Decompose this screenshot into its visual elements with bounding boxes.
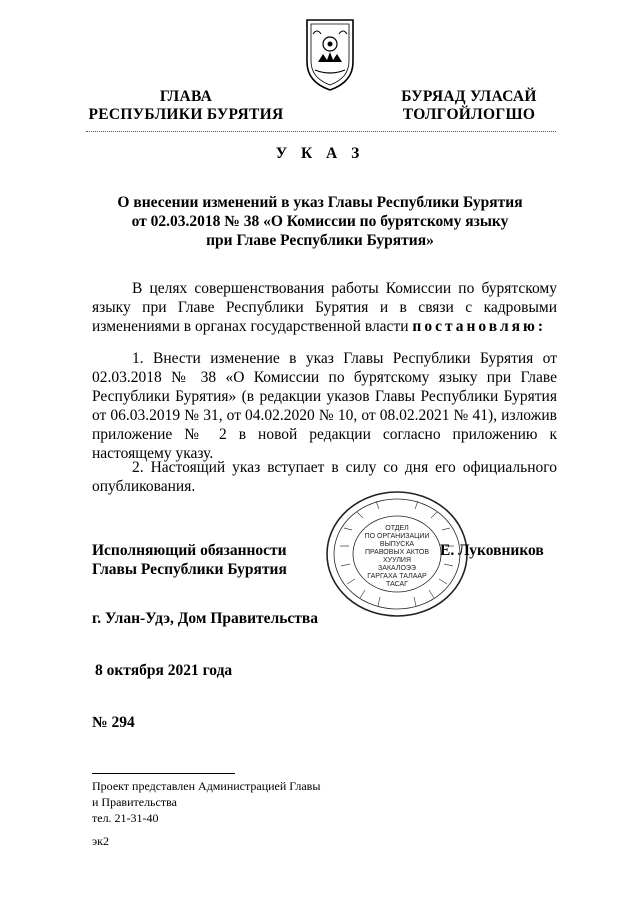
seal-line-3: ВЫПУСКА [379, 541, 415, 548]
header-left [86, 88, 286, 124]
seal-line-8: ТАСАГ [386, 581, 408, 588]
document-number: № 294 [92, 714, 135, 731]
signatory-name: Е. Луковников [440, 542, 544, 559]
header-left-line2: РЕСПУБЛИКИ БУРЯТИЯ [88, 106, 284, 123]
subject-line-1: О внесении изменений в указ Главы Республики Бурятия [117, 194, 523, 211]
seal-line-7: ГАРГАХА ТАЛААР [367, 573, 427, 580]
paragraph-item-1: 1. Внести изменение в указ Главы Республики Бурятия от 02.03.2018 № 38 «О Комиссии по бурятскому языку при Главе Республики Бурятия» (в редакции указов Главы Республики Бурятия от 06.03.2019 № 31, от 04.02.2020 № 10, от 08.02.2021 № 41), изложив приложение № 2 в новой редакции согласно приложению к настоящему указу. [92, 350, 557, 462]
resolution-word: постановляю: [412, 318, 547, 335]
header-left-line1: ГЛАВА [159, 88, 213, 105]
footnote-line-2: и Правительства [92, 795, 177, 809]
document-subject [100, 193, 540, 250]
footnote-phone: тел. 21-31-40 [92, 811, 159, 825]
signatory-position-line1: Исполняющий обязанности [92, 542, 287, 559]
seal-line-4: ПРАВОВЫХ АКТОВ [364, 549, 430, 556]
document-type: У К А З [275, 145, 365, 162]
republic-emblem [299, 14, 361, 92]
seal-line-6: ЗАКАЛОЭЭ [378, 565, 416, 572]
header-right-line2: ТОЛГОЙЛОГШО [402, 106, 536, 123]
header-right-line1: БУРЯАД УЛАСАЙ [401, 88, 537, 105]
preamble-text: В целях совершенствования работы Комиссии по бурятскому языку при Главе Республики Бурятия и в связи с кадровыми изменениями в органах государственной власти [92, 280, 557, 335]
issue-date: 8 октября 2021 года [95, 662, 233, 679]
seal-line-1: ОТДЕЛ [385, 525, 409, 532]
document-code: эк2 [92, 834, 109, 848]
signatory-position [92, 541, 332, 579]
footnote-separator [92, 773, 235, 774]
footnote [92, 778, 392, 826]
seal-line-5: ХУУЛИЯ [382, 557, 412, 564]
issue-place: г. Улан-Удэ, Дом Правительства [92, 610, 319, 627]
header-divider [86, 131, 556, 132]
paragraph-preamble [92, 279, 557, 336]
subject-line-2: от 02.03.2018 № 38 «О Комиссии по бурятскому языку [131, 213, 509, 230]
subject-line-3: при Главе Республики Бурятия» [206, 232, 434, 249]
paragraph-item-2: 2. Настоящий указ вступает в силу со дня его официального опубликования. [92, 459, 557, 495]
seal-line-2: ПО ОРГАНИЗАЦИИ [364, 533, 430, 540]
footnote-line-1: Проект представлен Администрацией Главы [92, 779, 321, 793]
signatory-position-line2: Главы Республики Бурятия [92, 561, 287, 578]
header-right [376, 88, 562, 124]
